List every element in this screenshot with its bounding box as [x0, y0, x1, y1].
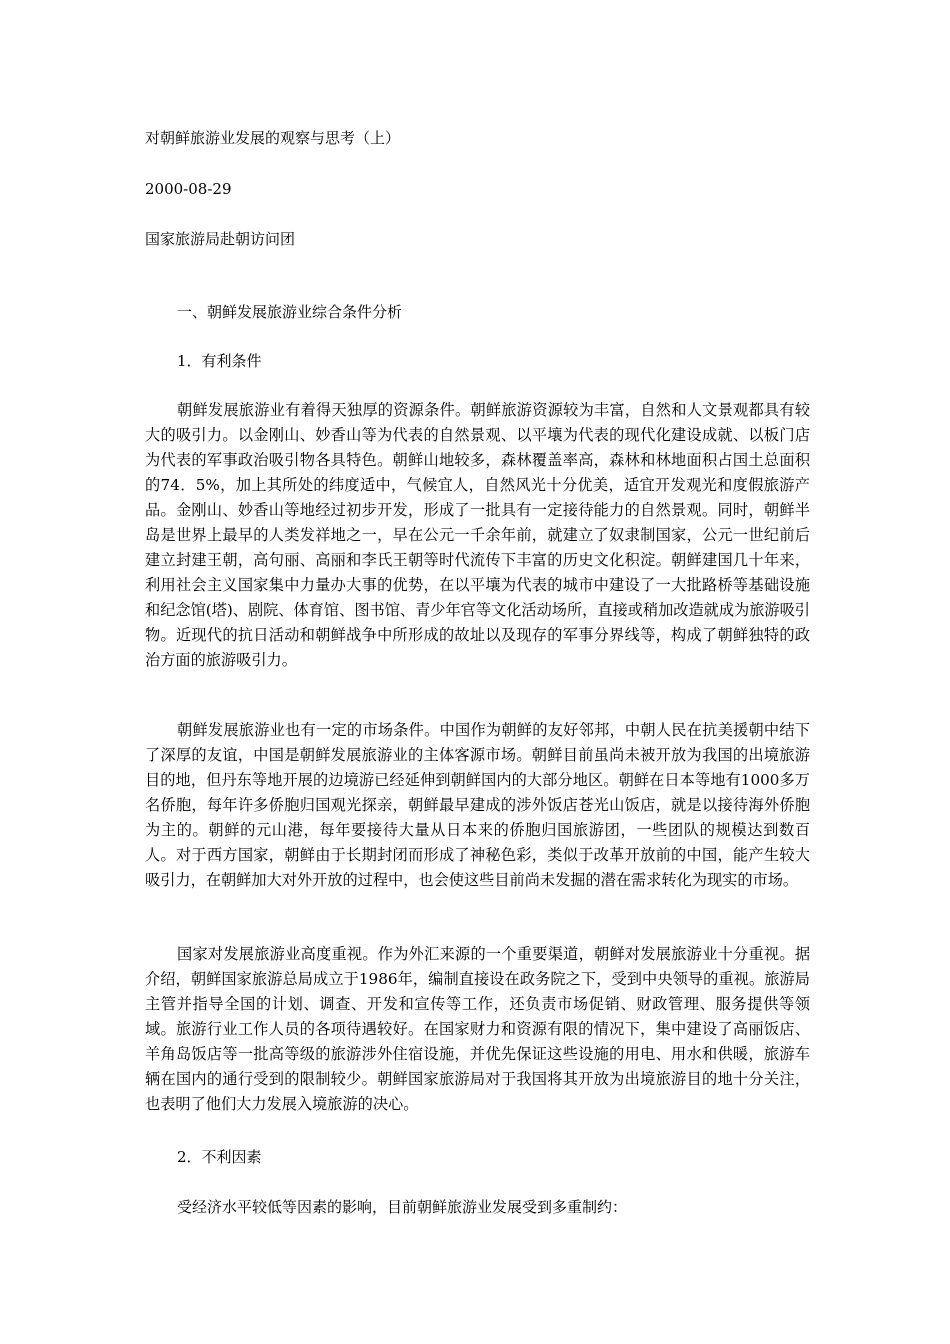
- document-date: 2000-08-29: [145, 180, 232, 198]
- paragraph-resources: 朝鲜发展旅游业有着得天独厚的资源条件。朝鲜旅游资源较为丰富，自然和人文景观都具有较大的吸引力。以金刚山、妙香山等为代表的自然景观、以平壤为代表的现代化建设成就、以板门店为代表的军事政治吸引物各具特色。朝鲜山地较多，森林覆盖率高，森林和林地面积占国土总面积的74．5%，加上其所处的纬度适中，气候宜人，自然风光十分优美，适宜开发观光和度假旅游产品。金刚山、妙香山等地经过初步开发，形成了一批具有一定接待能力的自然景观。同时，朝鲜半岛是世界上最早的人类发祥地之一，早在公元一千余年前，就建立了奴隶制国家，公元一世纪前后建立封建王朝，高句丽、高丽和李氏王朝等时代流传下丰富的历史文化积淀。朝鲜建国几十年来，利用社会主义国家集中力量办大事的优势，在以平壤为代表的城市中建设了一大批路桥等基础设施和纪念馆(塔)、剧院、体育馆、图书馆、青少年官等文化活动场所，直接或稍加改造就成为旅游吸引物。近现代的抗日活动和朝鲜战争中所形成的故址以及现存的军事分界线等，构成了朝鲜独特的政治方面的旅游吸引力。: [145, 401, 810, 669]
- document-author: 国家旅游局赴朝访问团: [145, 230, 296, 248]
- section-heading: 一、朝鲜发展旅游业综合条件分析: [177, 303, 403, 321]
- paragraph-government: 国家对发展旅游业高度重视。作为外汇来源的一个重要渠道，朝鲜对发展旅游业十分重视。据介绍，朝鲜国家旅游总局成立于1986年，编制直接设在政务院之下，受到中央领导的重视。旅游局主管并指导全国的计划、调查、开发和宣传等工作，还负责市场促销、财政管理、服务提供等领域。旅游行业工作人员的各项待遇较好。在国家财力和资源有限的情况下，集中建设了高丽饭店、羊角岛饭店等一批高等级的旅游涉外住宿设施，并优先保证这些设施的用电、用水和供暖，旅游车辆在国内的通行受到的限制较少。朝鲜国家旅游局对于我国将其开放为出境旅游目的地十分关注，也表明了他们大力发展入境旅游的决心。: [145, 945, 810, 1113]
- paragraph-market: 朝鲜发展旅游业也有一定的市场条件。中国作为朝鲜的友好邻邦，中朝人民在抗美援朝中结下了深厚的友谊，中国是朝鲜发展旅游业的主体客源市场。朝鲜目前虽尚未被开放为我国的出境旅游目的地，但丹东等地开展的边境游已经延伸到朝鲜国内的大部分地区。朝鲜在日本等地有1000多万名侨胞，每年许多侨胞归国观光探亲，朝鲜最早建成的涉外饭店苍光山饭店，就是以接待海外侨胞为主的。朝鲜的元山港，每年要接待大量从日本来的侨胞归国旅游团，一些团队的规模达到数百人。对于西方国家，朝鲜由于长期封闭而形成了神秘色彩，类似于改革开放前的中国，能产生较大吸引力，在朝鲜加大对外开放的过程中，也会使这些目前尚未发掘的潜在需求转化为现实的市场。: [145, 721, 810, 889]
- document-title: 对朝鲜旅游业发展的观察与思考（上）: [145, 129, 401, 147]
- subheading-favorable-conditions: 1．有利条件: [177, 352, 262, 370]
- subheading-unfavorable-factors: 2．不利因素: [177, 1148, 262, 1166]
- paragraph-constraints: 受经济水平较低等因素的影响，目前朝鲜旅游业发展受到多重制约：: [177, 1198, 628, 1216]
